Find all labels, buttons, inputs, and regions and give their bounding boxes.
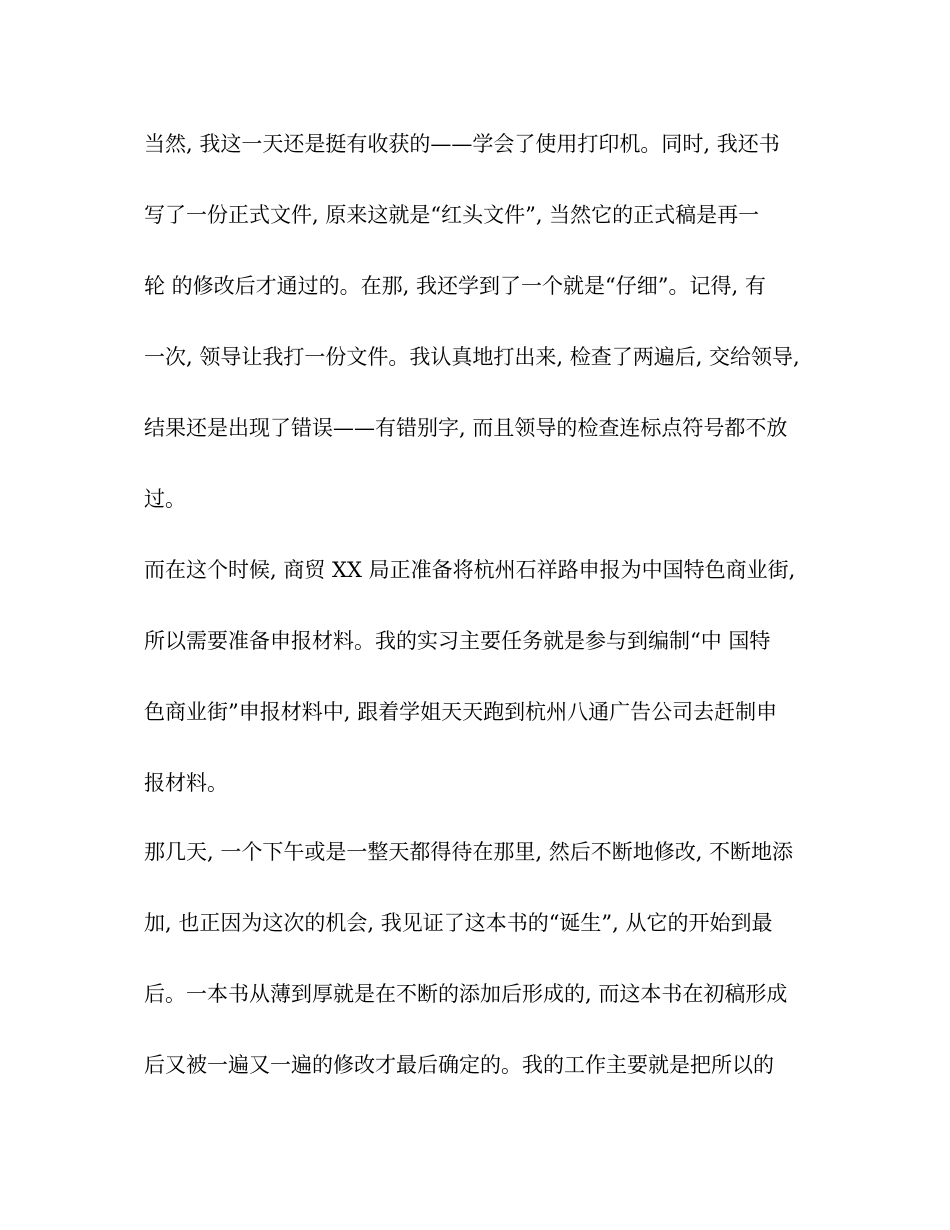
text-line-9: 色商业街”申报材料中, 跟着学姐天天跑到杭州八通广告公司去赶制申 — [144, 700, 778, 724]
text-line-11: 那几天, 一个下午或是一整天都得待在那里, 然后不断地修改, 不断地添 — [144, 840, 794, 864]
text-line-2: 写了一份正式文件, 原来这就是“红头文件”, 当然它的正式稿是再一 — [144, 203, 760, 227]
text-line-7: 而在这个时候, 商贸 XX 局正准备将杭州石祥路申报为中国特色商业街, — [144, 558, 796, 582]
text-line-12: 加, 也正因为这次的机会, 我见证了这本书的“诞生”, 从它的开始到最 — [144, 911, 773, 935]
text-line-13: 后。一本书从薄到厚就是在不断的添加后形成的, 而这本书在初稿形成 — [144, 982, 788, 1006]
text-line-4: 一次, 领导让我打一份文件。我认真地打出来, 检查了两遍后, 交给领导, — [144, 345, 800, 369]
text-line-14: 后又被一遍又一遍的修改才最后确定的。我的工作主要就是把所以的 — [144, 1053, 774, 1077]
text-line-1: 当然, 我这一天还是挺有收获的——学会了使用打印机。同时, 我还书 — [144, 132, 780, 156]
text-line-5: 结果还是出现了错误——有错别字, 而且领导的检查连标点符号都不放 — [144, 416, 788, 440]
text-line-6: 过。 — [144, 487, 186, 511]
text-line-3: 轮 的修改后才通过的。在那, 我还学到了一个就是“仔细”。记得, 有 — [144, 274, 766, 298]
text-line-10: 报材料。 — [144, 771, 228, 795]
text-line-8: 所以需要准备申报材料。我的实习主要任务就是参与到编制“中 国特 — [144, 629, 771, 653]
